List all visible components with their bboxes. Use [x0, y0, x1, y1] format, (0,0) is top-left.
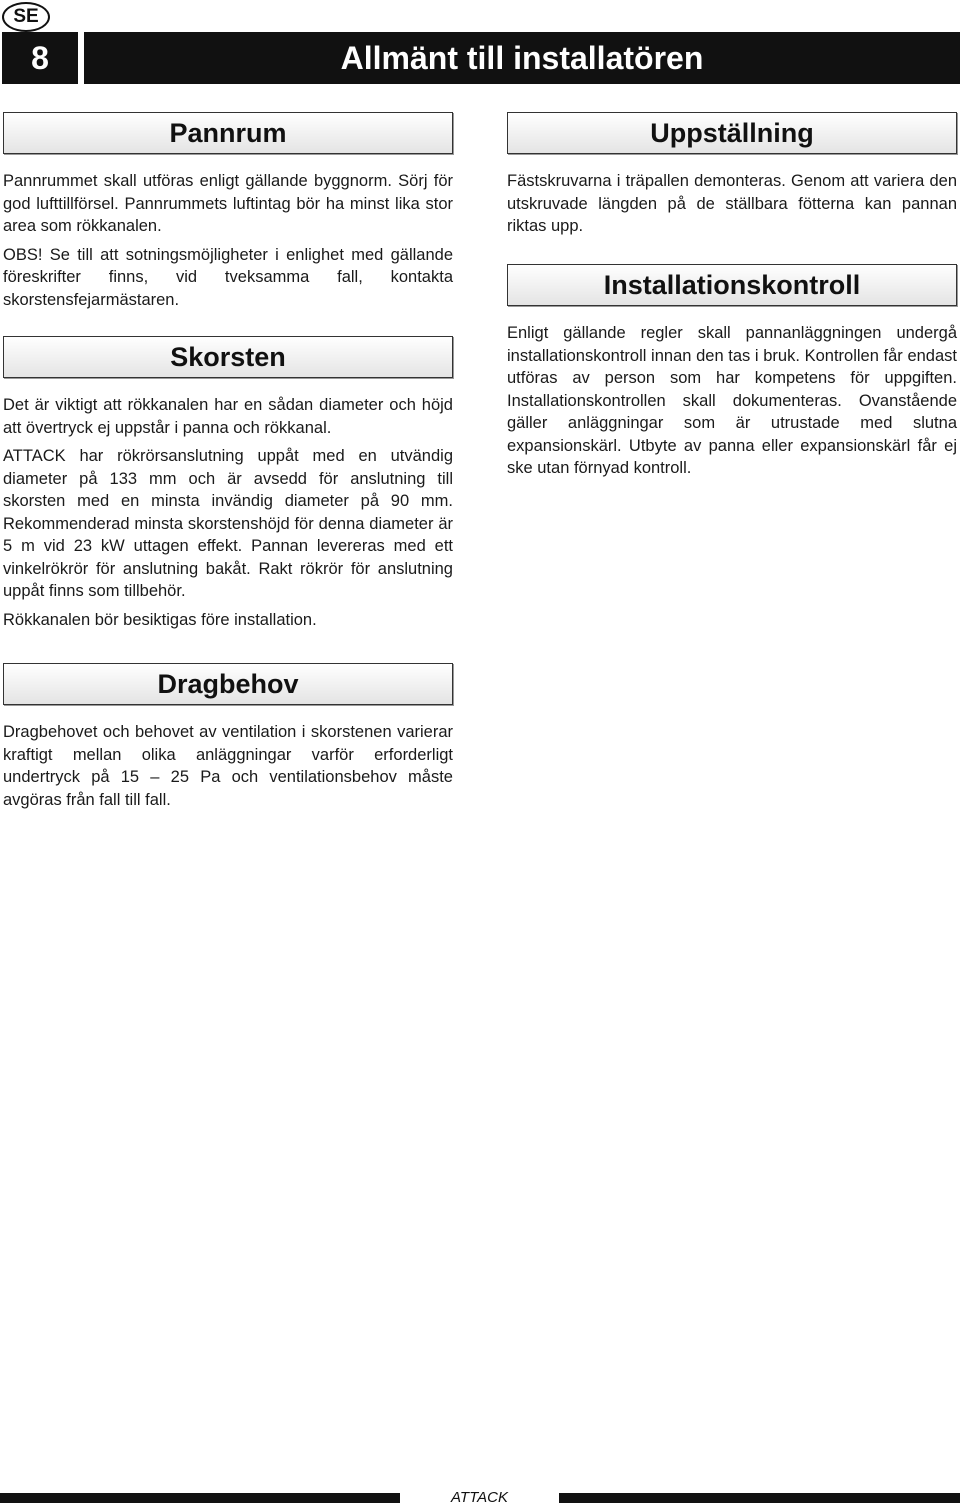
skorsten-heading: Skorsten	[3, 336, 453, 378]
uppstallning-paragraph-1: Fästskruvarna i träpallen demonteras. Genom att variera den utskruvade längden på de ställbara fötterna kan pannan riktas upp.	[507, 172, 957, 235]
page-title: Allmänt till installatören	[340, 40, 704, 76]
language-badge: SE	[2, 2, 50, 32]
title-bar	[84, 32, 960, 84]
installationskontroll-paragraph-1: Enligt gällande regler skall pannanläggningen undergå installationskontroll innan den tas i bruk. Kontrollen får endast utföras av person som har kompetens för uppgiften. Installationskontrollen skall dokumenteras. Ovanstående gäller anläggningar som är utrustade med slutna expansionskärl. Utbyte av panna eller expansionskärl får ej ske utan förnyad kontroll.	[507, 324, 957, 477]
page-number: 8	[2, 32, 78, 84]
pannrum-paragraph-2: OBS! Se till att sotningsmöjligheter i enlighet med gällande föreskrifter finns, vid tveksamma fall, kontakta skorstensfejarmästaren.	[3, 245, 453, 309]
installationskontroll-section	[507, 264, 957, 486]
dragbehov-heading: Dragbehov	[3, 663, 453, 705]
skorsten-paragraph-1: Det är viktigt att rökkanalen har en sådan diameter och höjd att övertryck ej uppstår i panna och rökkanal.	[3, 396, 453, 437]
pannrum-heading: Pannrum	[3, 112, 453, 154]
skorsten-paragraph-3: Rökkanalen bör besiktigas före installation.	[3, 610, 317, 629]
dragbehov-section	[3, 663, 453, 817]
uppstallning-section	[507, 112, 957, 244]
uppstallning-heading: Uppställning	[507, 112, 957, 154]
pannrum-section	[3, 112, 453, 317]
footer-bar-right	[559, 1493, 960, 1503]
footer-brand: ATTACK	[451, 1489, 508, 1506]
footer-bar-left	[0, 1493, 400, 1503]
pannrum-paragraph-1: Pannrummet skall utföras enligt gällande byggnorm. Sörj för god lufttillförsel. Pannrummets luftintag bör ha minst lika stor area som rökkanalen.	[3, 172, 453, 235]
installationskontroll-heading: Installationskontroll	[507, 264, 957, 306]
dragbehov-paragraph-1: Dragbehovet och behovet av ventilation i skorstenen varierar kraftigt mellan olika anläggningar varför erforderligt undertryck på 15 – 25 Pa och ventilationsbehov måste avgöras från fall till fall.	[3, 723, 453, 809]
skorsten-section	[3, 336, 453, 637]
skorsten-paragraph-2: ATTACK har rökrörsanslutning uppåt med en utvändig diameter på 133 mm och är avsedd för anslutning till skorsten med en minsta invändig diameter på 90 mm. Rekommenderad minsta skorstenshöjd för denna diameter är 5 m vid 23 kW uttagen effekt. Pannan levereras med ett vinkelrökrör för anslutning bakåt. Rakt rökrör för anslutning uppåt finns som tillbehör.	[3, 447, 453, 600]
